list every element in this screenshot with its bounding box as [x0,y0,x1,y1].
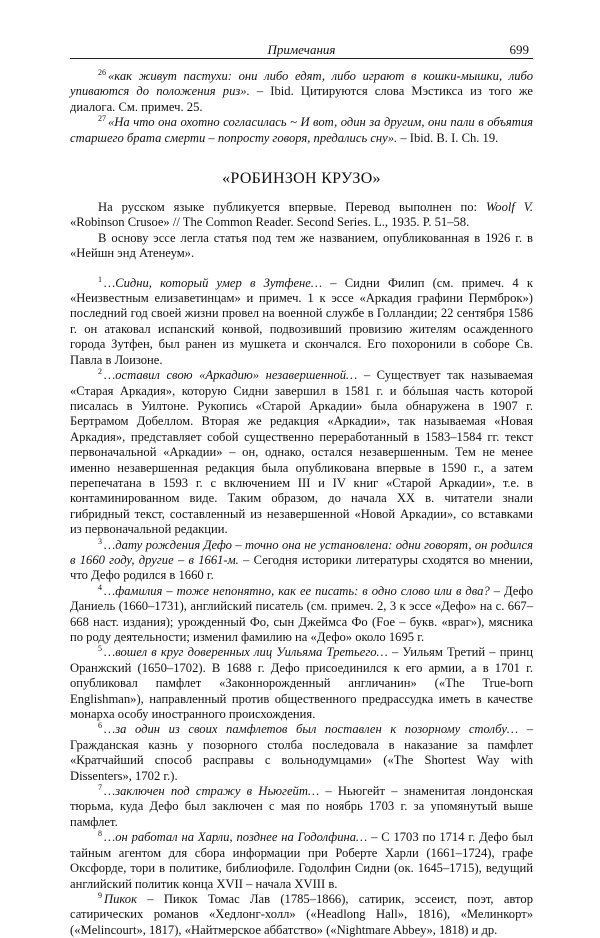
footnote-number: 7 [98,783,102,793]
footnote-quote: «как живут пастухи: они либо едят, либо играют в кошки-мышки, либо упиваются до положения риз». [70,69,533,99]
previous-notes [70,69,533,146]
footnote-quote: …фамилия – тоже непонятно, как ее писать: в одно слово или в два? [104,583,490,598]
intro-paragraph: В основу эссе легла статья под тем же названием, опубликованная в 1926 г. в «Нейшн энд Атенеум». [70,230,533,261]
footnote-number: 6 [98,721,102,731]
book-page [70,40,533,938]
footnote-number: 27 [98,114,106,124]
footnote-text: – Ibid. Цитируются слова Мэстикса из того же диалога. См. примеч. 25. [70,84,533,114]
footnote-quote: …заключен под стражу в Ньюгейт… [104,784,320,799]
footnote-quote: …дату рождения Дефо – точно она не установлена: одни говорят, он родился в 1660 году, другие – в 1661-м. [70,537,533,567]
footnote-quote: …вошел в круг доверенных лиц Уильяма Третьего… [104,645,388,660]
footnote-number: 26 [98,68,106,77]
footnote [70,69,533,115]
intro-author: Woolf V. [485,200,533,215]
footnote-text: – С 1703 по 1714 г. Дефо был тайным агентом для сбора информации при Роберте Харли (1661–1724), графе Оксфорде, тори в политике, библиофиле. Годолфин Сидни (ок. 1645–1715), ведущий английский политик конца XVII – начала XVIII в. [70,830,533,891]
footnote-number: 1 [98,274,102,284]
footnote-text: – Ньюгейт – знаменитая лондонская тюрьма, куда Дефо был заключен с мая по ноябрь 1703 г. за упомянутый выше памфлет. [70,784,534,829]
footnote-number: 2 [98,367,102,377]
footnote [70,115,533,146]
notes-list [70,276,533,938]
footnote-number: 4 [98,582,102,592]
footnote-text: – Гражданская казнь у позорного столба последовала в наказание за памфлет «Кратчайший способ расправы с вольнодумцами» («The Shortest Way with Dissenters», 1702 г.). [70,722,534,783]
footnote [70,584,533,646]
footnote [70,645,533,722]
footnote-text: – Пикок Томас Лав (1785–1866), сатирик, эссеист, поэт, автор сатирических романов «Хедлонг-холл» («Headlong Hall», 1816), «Мелинкорт» («Melincourt», 1817), «Найтмерское аббатство» («Nightmare Abbey», 1818) и др. [70,891,533,937]
footnote [70,368,533,537]
footnote-quote: …оставил свою «Аркадию» незавершенной… [104,368,358,383]
footnote [70,538,533,584]
section-intro [70,200,533,262]
footnote-quote: …Сидни, который умер в Зутфене… [104,275,323,290]
footnote-quote: «На что она охотно согласилась ~ И вот, один за другим, они пали в объятия старшего брата смерти – попросту говоря, предались сну». [70,115,533,145]
footnote-quote: Пикок [104,891,137,906]
footnote-text: – Ibid. B. I. Ch. 19. [397,130,499,145]
running-title: Примечания [267,42,336,57]
footnote-quote: …он работал на Харли, позднее на Годолфина… [104,830,368,845]
intro-paragraph [70,200,533,231]
footnote-number: 9 [98,890,102,900]
page-number: 699 [509,42,529,57]
footnote-text: – Существует так называемая «Старая Аркадия», которую Сидни завершил в 1581 г. и бóльшая часть которой писалась в Уилтоне. Рукопись «Старой Аркадии» была обнаружена в 1907 г. Бертрамом Добеллом. Вторая же редакция «Аркадии», так называемая «Новая Аркадия», представляет собой существенно переработанный в 1583–1584 гг. текст первоначальной «Аркадии» – он, однако, остался незавершенным. Тем не менее именно незавершенная редакция была опубликована впервые в 1590 г., а затем перепечатана в 1593 г. с включением III и IV книг «Старой Аркадии», т.е. в контаминированном виде. Таким образом, до начала XX в. читатели знали гибридный текст, составленный из незавершенной «Новой Аркадии», со вставками из первоначальной редакции. [70,368,533,537]
footnote-number: 8 [98,829,102,839]
running-header [70,40,533,59]
footnote [70,892,533,938]
section-title: «РОБИНЗОН КРУЗО» [222,170,381,188]
footnote-text: – Сегодня историки литературы сходятся во мнении, что Дефо родился в 1660 г. [70,552,533,583]
footnote [70,784,533,830]
footnote [70,830,533,892]
footnote-text: – Дефо Даниель (1660–1731), английский писатель (см. примеч. 2, 3 к эссе «Дефо» на с. 667–668 наст. издания); урожденный Фо, сын Джеймса Фо (Foe – букв. «враг»), мясника по роду деятельности; изменил фамилию на «Дефо» около 1695 г. [70,583,534,644]
footnote [70,722,533,784]
footnote-number: 3 [98,536,102,546]
footnote-quote: …за один из своих памфлетов был поставлен к позорному столбу… [104,722,519,737]
footnote [70,276,533,368]
intro-text: На русском языке публикуется впервые. Перевод выполнен по: [98,200,486,215]
footnote-text: – Сидни Филип (см. примеч. 4 к «Неизвестным елизаветинцам» и примеч. 1 к эссе «Аркадия графини Пермброк») последний год своей жизни провел на военной службе в Голландии; 22 сентября 1586 г. он атаковал испанский конвой, подвозивший провизию жителям осажденного города Зутфен, был ранен из мушкета и скончался. Его похоронили в соборе Св. Павла в Лоизоне. [70,275,533,367]
intro-text: «Robinson Crusoe» // The Common Reader. Second Series. L., 1935. P. 51–58. [70,215,470,230]
footnote-text: – Уильям Третий – принц Оранжский (1650–1702). В 1688 г. Дефо присоединился к его армии, а в 1701 г. опубликовал памфлет «Законнорожденный англичанин» («The True-born Englishman»), направленный против общественного предрассудка иметь в качестве монарха особу иностранного происхождения. [70,645,533,722]
footnote-number: 5 [98,644,102,654]
